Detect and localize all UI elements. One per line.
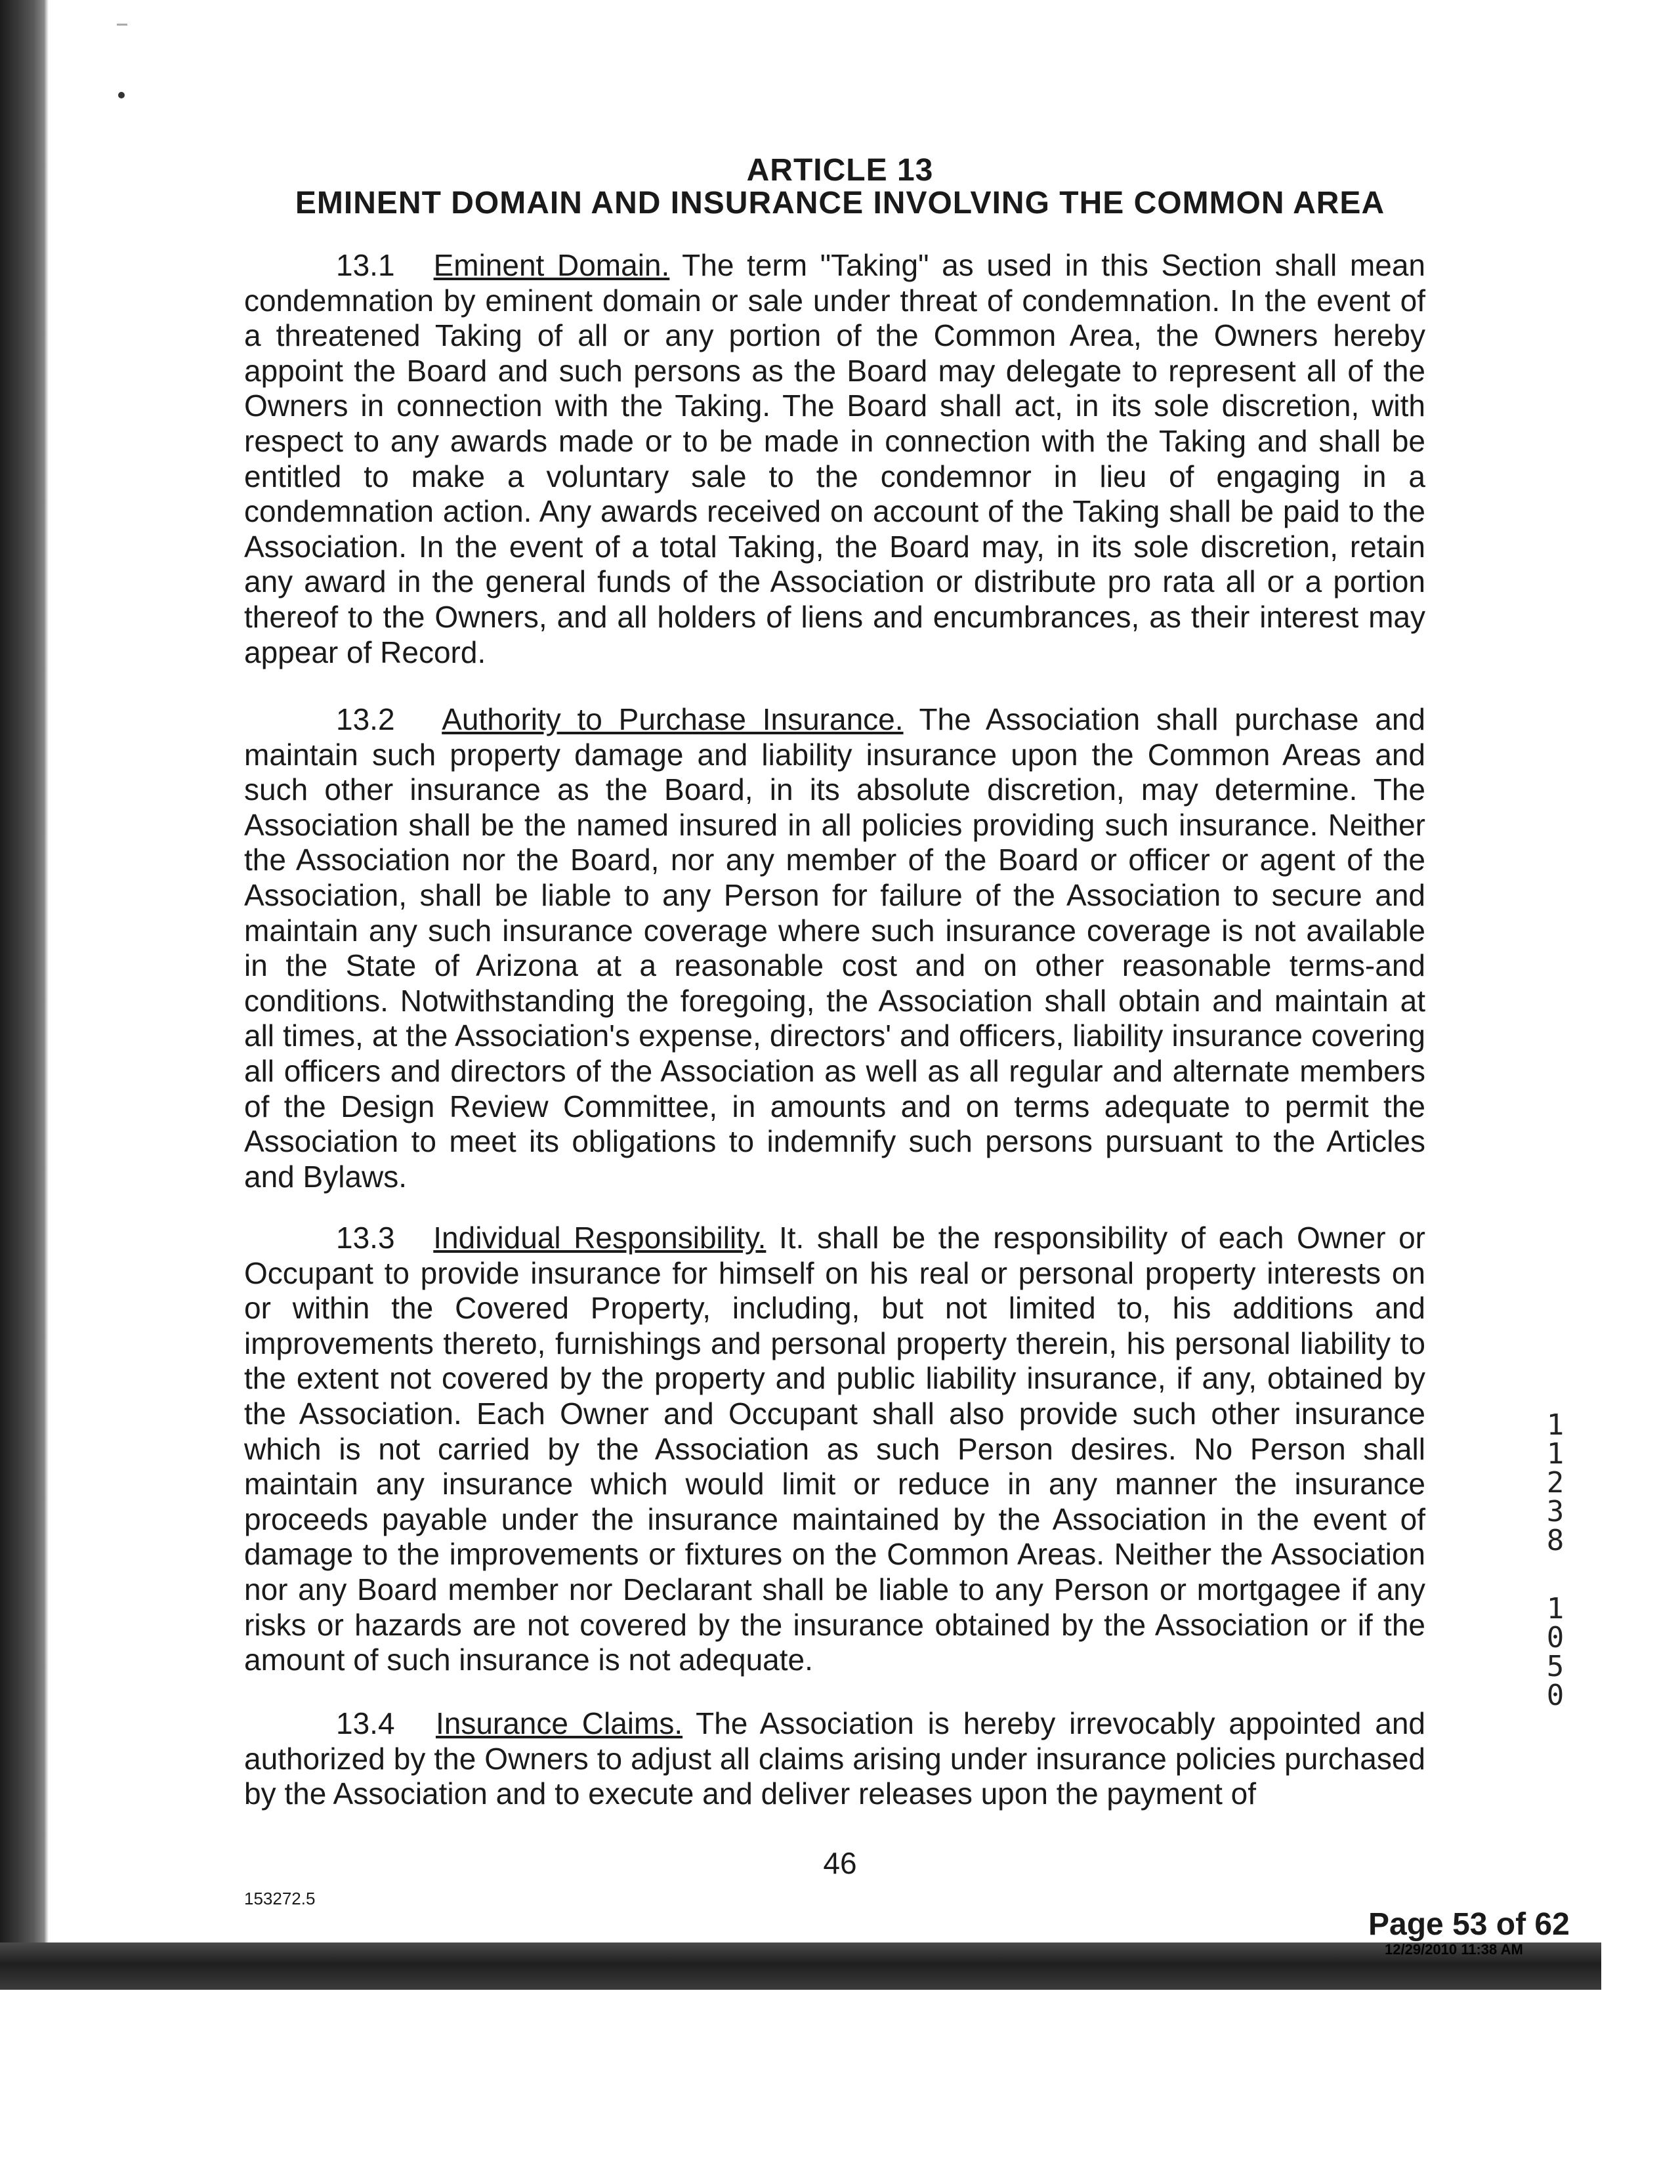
section-number: 13.1 bbox=[336, 248, 395, 282]
recording-digit: 3 bbox=[1546, 1495, 1564, 1528]
section-title: Individual Responsibility. bbox=[433, 1221, 766, 1255]
section-body: It. shall be the responsibility of each Owner or Occupant to provide insurance for himself on his real or personal property interests on or within the Covered Property, including, but not limited to, his additions and improvements thereto, furnishings and personal property therein, his personal liability to the extent not covered by the property and public liability insurance, if any, obtained by the Association. Each Owner and Occupant shall also provide such other insurance which is not carried by the Association as such Person desires. No Person shall maintain any insurance which would limit or reduce in any manner the insurance proceeds payable under the insurance maintained by the Association in the event of damage to the improvements or fixtures on the Common Areas. Neither the Association nor any Board member nor Declarant shall be liable to any Person or mortgagee if any risks or hazards are not covered by the insurance obtained by the Association or if the amount of such insurance is not adequate. bbox=[244, 1221, 1425, 1677]
section-13-4 bbox=[244, 1706, 1425, 1812]
recording-digit: 1 bbox=[1546, 1408, 1564, 1442]
recording-number-part1 bbox=[1541, 1408, 1570, 1557]
section-13-3 bbox=[244, 1221, 1425, 1678]
recording-digit: 1 bbox=[1546, 1592, 1564, 1626]
recording-digit: 5 bbox=[1546, 1650, 1564, 1683]
section-number: 13.2 bbox=[336, 702, 395, 736]
document-id: 153272.5 bbox=[244, 1889, 316, 1908]
recorder-date-stamp: 12/29/2010 11:38 AM bbox=[1385, 1941, 1523, 1958]
recording-digit: 1 bbox=[1546, 1437, 1564, 1471]
section-number: 13.4 bbox=[336, 1706, 395, 1740]
section-body: The Association shall purchase and maintain such property damage and liability insurance upon the Common Areas and such other insurance as the Board, in its absolute discretion, may determine. The Association shall be the named insured in all policies providing such insurance. Neither the Association nor the Board, nor any member of the Board or officer or agent of the Association, shall be liable to any Person for failure of the Association to secure and maintain any such insurance coverage where such insurance coverage is not available in the State of Arizona at a reasonable cost and on other reasonable terms-and conditions. Notwithstanding the foregoing, the Association shall obtain and maintain at all times, at the Association's expense, directors' and officers, liability insurance covering all officers and directors of the Association as well as all regular and alternate members of the Design Review Committee, in amounts and on terms adequate to permit the Association to meet its obligations to indemnify such persons pursuant to the Articles and Bylaws. bbox=[244, 702, 1426, 1194]
section-number: 13.3 bbox=[336, 1221, 395, 1255]
scan-dot bbox=[118, 92, 125, 98]
section-body: The term "Taking" as used in this Section shall mean condemnation by eminent domain or sale under threat of condemnation. In the event of a threatened Taking of all or any portion of the Common Area, the Owners hereby appoint the Board and such persons as the Board may delegate to represent all of the Owners in connection with the Taking. The Board shall act, in its sole discretion, with respect to any awards made or to be made in connection with the Taking and shall be entitled to make a voluntary sale to the condemnor in lieu of engaging in a condemnation action. Any awards received on account of the Taking shall be paid to the Association. In the event of a total Taking, the Board may, in its sole discretion, retain any award in the general funds of the Association or distribute pro rata all or a portion thereof to the Owners, and all holders of liens and encumbrances, as their interest may appear of Record. bbox=[244, 248, 1425, 669]
section-title: Eminent Domain. bbox=[433, 248, 670, 282]
section-title: Insurance Claims. bbox=[435, 1706, 683, 1740]
recording-digit: 2 bbox=[1546, 1466, 1564, 1500]
scan-left-edge bbox=[0, 0, 45, 1988]
article-title: EMINENT DOMAIN AND INSURANCE INVOLVING THE COMMON AREA bbox=[295, 186, 1385, 220]
recorder-page-stamp: Page 53 of 62 bbox=[1368, 1907, 1570, 1942]
article-number: ARTICLE 13 bbox=[746, 153, 934, 188]
recording-digit: 8 bbox=[1546, 1524, 1564, 1557]
section-13-2 bbox=[244, 702, 1425, 1194]
section-title: Authority to Purchase Insurance. bbox=[442, 702, 904, 736]
section-body: The Association is hereby irrevocably appointed and authorized by the Owners to adjust all claims arising under insurance policies purchased by the Association and to execute and deliver releases upon the payment of bbox=[244, 1706, 1426, 1811]
recording-number-part2 bbox=[1541, 1592, 1570, 1712]
scan-mark bbox=[117, 24, 127, 26]
recording-digit: 0 bbox=[1546, 1621, 1564, 1654]
section-13-1 bbox=[244, 248, 1425, 670]
scan-bottom-band bbox=[0, 1942, 1601, 1990]
page-number: 46 bbox=[823, 1846, 857, 1880]
recording-digit: 0 bbox=[1546, 1679, 1564, 1712]
